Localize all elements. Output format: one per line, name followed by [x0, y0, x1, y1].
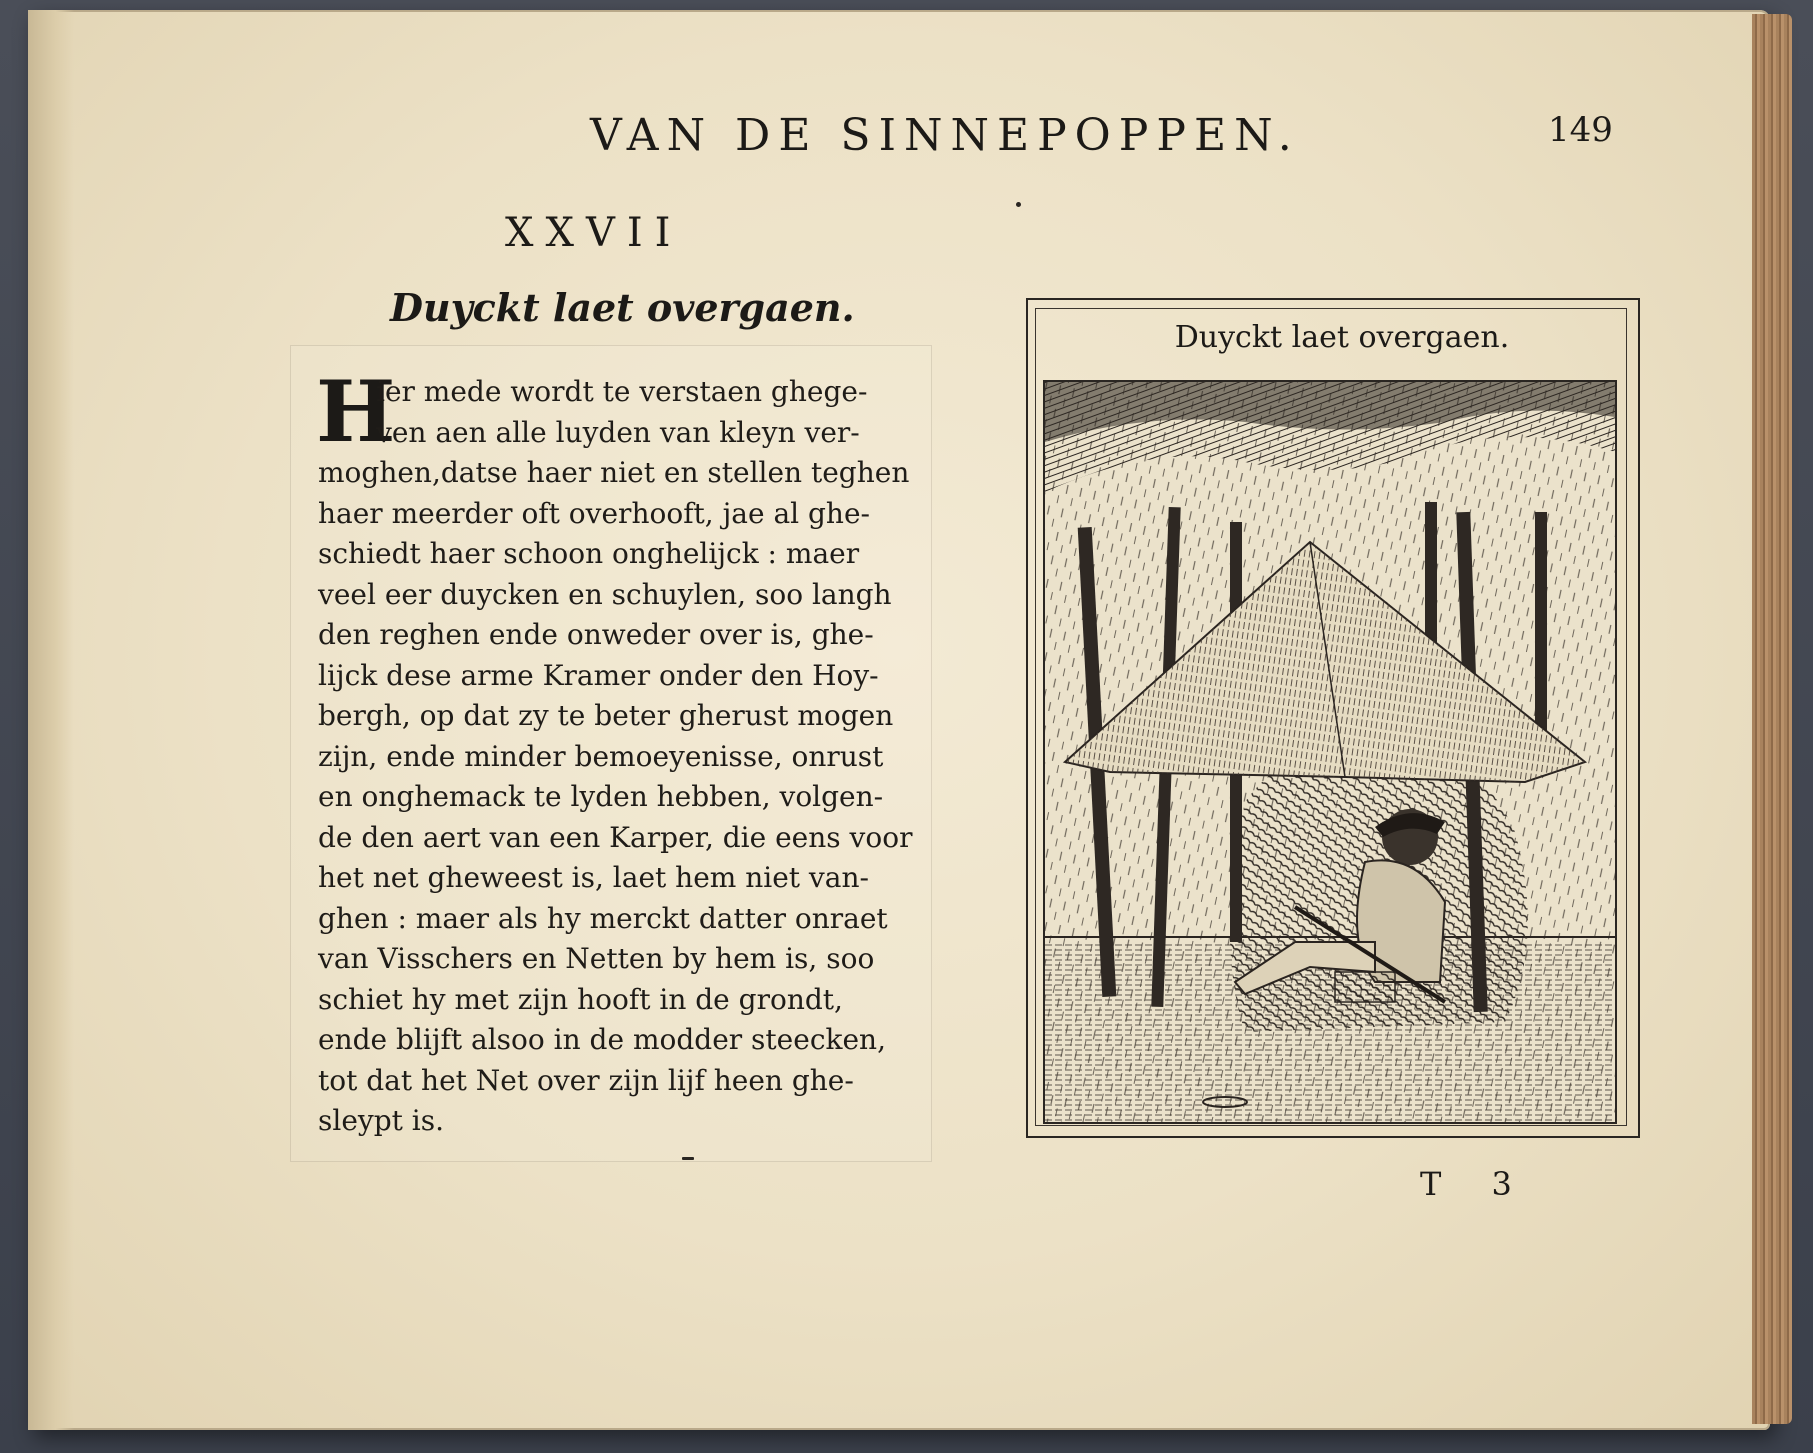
plate-caption: Duyckt laet overgaen.	[1174, 320, 1510, 355]
text-line: ghen : maer als hy merckt datter onraet	[318, 901, 888, 935]
text-line: sleypt is.	[318, 1104, 445, 1137]
page-edges	[1752, 14, 1792, 1424]
ink-speck	[1016, 202, 1021, 207]
text-line: van Visschers en Netten by hem is, soo	[318, 942, 875, 975]
text-line: haer meerder oft overhooft, jae al ghe-	[318, 496, 870, 530]
text-line: en onghemack te lyden hebben, volgen-	[318, 780, 884, 813]
text-line: bergh, op dat zy te beter gherust mogen	[318, 699, 894, 732]
text-line: ven aen alle luyden van kleyn ver-	[376, 415, 860, 449]
signature-mark: T 3	[1420, 1165, 1532, 1203]
text-line: veel eer duycken en schuylen, soo langh	[318, 577, 892, 611]
running-title: VAN DE SINNEPOPPEN.	[590, 110, 1300, 161]
text-line: tot dat het Net over zijn lijf heen ghe-	[318, 1063, 854, 1097]
page-number: 149	[1548, 110, 1613, 150]
text-line: schiedt haer schoon onghelijck : maer	[318, 537, 860, 570]
text-line: het net gheweest is, laet hem niet van-	[318, 861, 869, 894]
chapter-number: XXVII	[505, 210, 683, 256]
text-line: moghen,datse haer niet en stellen teghen	[318, 456, 910, 489]
body-text	[316, 362, 918, 1142]
ink-speck	[682, 1157, 694, 1160]
text-line: lijck dese arme Kramer onder den Hoy-	[318, 658, 879, 692]
chapter-title: Duyckt laet overgaen.	[390, 285, 855, 330]
text-line: zijn, ende minder bemoeyenisse, onrust	[318, 739, 884, 773]
text-line: schiet hy met zijn hooft in de grondt,	[318, 982, 843, 1016]
drop-capital: H	[316, 362, 396, 461]
text-line: de den aert van een Karper, die eens voor	[318, 820, 913, 854]
engraving-haystack-illustration	[1043, 380, 1617, 1124]
text-line: ende blijft alsoo in de modder steecken,	[318, 1023, 886, 1056]
book-gutter	[28, 10, 74, 1430]
text-line: den reghen ende onweder over is, ghe-	[318, 618, 874, 651]
text-line: ier mede wordt te verstaen ghege-	[376, 375, 868, 408]
